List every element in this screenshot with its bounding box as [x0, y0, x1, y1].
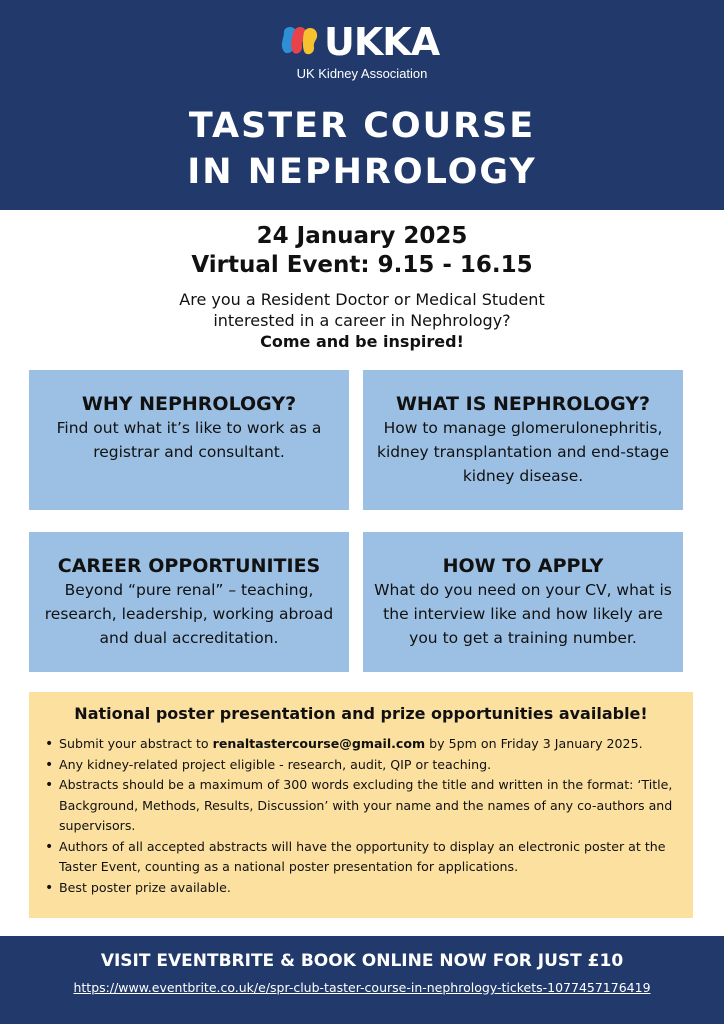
box-text: What do you need on your CV, what is the interview like and how likely are you to get a training number. [374, 581, 672, 647]
list-item: • Any kidney-related project eligible - research, audit, QIP or teaching. [43, 755, 679, 776]
logo-subtitle: UK Kidney Association [296, 66, 428, 81]
box-heading: WHAT IS NEPHROLOGY? [395, 393, 651, 415]
how-to-apply-box [363, 532, 683, 672]
header-banner [0, 0, 724, 210]
intro-callout: Come and be inspired! [260, 332, 464, 351]
box-heading: CAREER OPPORTUNITIES [57, 555, 321, 577]
title-line-1: TASTER COURSE [188, 106, 536, 146]
poster-opportunities-panel [29, 692, 693, 918]
contact-email[interactable]: renaltastercourse@gmail.com [212, 736, 426, 751]
eventbrite-link[interactable]: https://www.eventbrite.co.uk/e/spr-club-taster-course-in-nephrology-tickets-1077457176419 [73, 980, 651, 995]
intro-text [0, 289, 724, 352]
item-text: by 5pm on Friday 3 January 2025. [425, 736, 643, 751]
list-item: • Authors of all accepted abstracts will have the opportunity to display an electronic poster at the Taster Event, counting as a national poster presentation for applications. [43, 837, 679, 878]
poster-list [43, 734, 679, 898]
booking-call-to-action: VISIT EVENTBRITE & BOOK ONLINE NOW FOR JUST £10 [100, 951, 624, 971]
box-heading: HOW TO APPLY [442, 555, 604, 577]
event-date: 24 January 2025 [256, 223, 468, 249]
why-nephrology-box [29, 370, 349, 510]
career-opportunities-box [29, 532, 349, 672]
what-is-nephrology-box [363, 370, 683, 510]
kidney-logo-icon [280, 24, 320, 58]
box-text: Find out what it’s like to work as a registrar and consultant. [56, 419, 322, 461]
logo-wordmark: UKKA [324, 20, 440, 64]
box-text: Beyond “pure renal” – teaching, research, leadership, working abroad and dual accreditation. [44, 581, 334, 647]
poster-heading: National poster presentation and prize opportunities available! [74, 704, 648, 723]
box-heading: WHY NEPHROLOGY? [81, 393, 297, 415]
list-item: • Best poster prize available. [43, 878, 679, 899]
list-item: • Abstracts should be a maximum of 300 words excluding the title and written in the format: ‘Title, Background, Methods, Results, Discussion’ with your name and the names of any co-authors and supervisors. [43, 775, 679, 837]
intro-line-1: Are you a Resident Doctor or Medical Student [179, 290, 545, 309]
title-line-2: IN NEPHROLOGY [187, 152, 537, 192]
item-text: Submit your abstract to [59, 736, 213, 751]
event-details [0, 222, 724, 280]
intro-line-3 [0, 331, 724, 352]
box-text: How to manage glomerulonephritis, kidney transplantation and end-stage kidney disease. [377, 419, 669, 485]
ukka-logo [280, 22, 450, 62]
intro-line-2: interested in a career in Nephrology? [213, 311, 511, 330]
event-format: Virtual Event: 9.15 - 16.15 [191, 252, 533, 278]
footer-banner [0, 936, 724, 1024]
page-title [0, 103, 724, 195]
list-item [43, 734, 679, 755]
